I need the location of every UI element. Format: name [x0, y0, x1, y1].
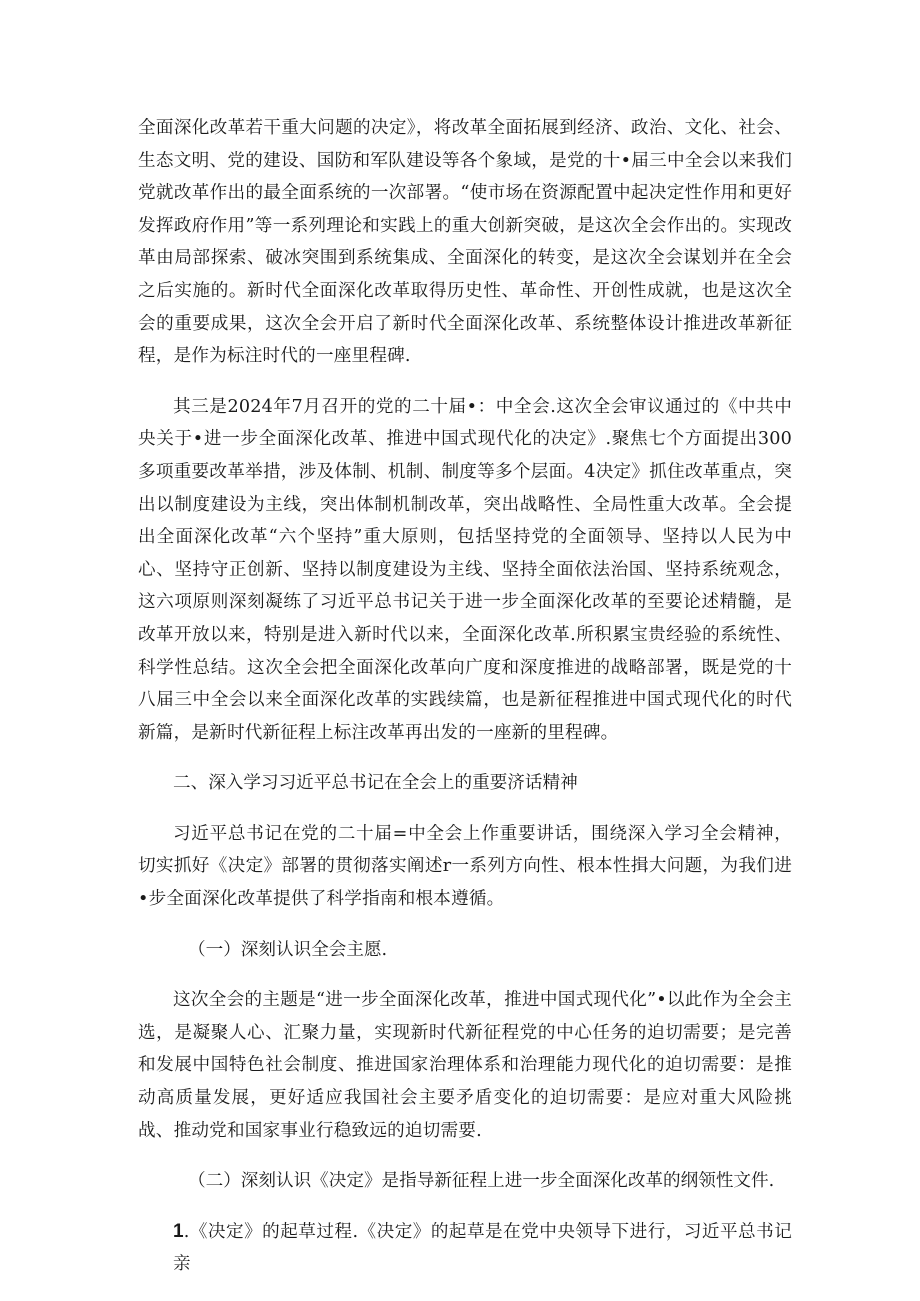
- paragraph-decision-review: 全面深化改革若干重大问题的决定》，将改革全面拓展到经济、政治、文化、社会、生态文明、党的建设、国防和军队建设等各个象域，是党的十•届三中全会以来我们党就改革作出的最全面系统的一次部署。“使市场在资源配置中起决定性作用和更好发挥政府作用”等一系列理论和实践上的重大创新突破，是这次全会作出的。实现改革由局部探索、破冰突围到系统集成、全面深化的转变，是这次全会谋划并在全会之后实施的。新时代全面深化改革取得历史性、革命性、开创性成就，也是这次全会的重要成果，这次全会开启了新时代全面深化改革、系统整体设计推进改革新征程，是作为标注时代的一座里程碑.: [138, 118, 792, 367]
- section-heading-2: 二、深入学习习近平总书记在全会上的重要济话精神: [173, 773, 578, 794]
- list-item-text: .《决定》的起草过程.《决定》的起草是在党中央领导下进行，习近平总书记亲: [173, 1221, 792, 1275]
- paragraph-speech-spirit: 习近平总书记在党的二十届=中全会上作重要讲话，围绕深入学习全会精神，切实抓好《决定》部署的贯彻落实阐述r一系列方向性、根本性揖大问题，为我们进•步全面深化改革提供了科学指南和根本遵循。: [138, 823, 792, 910]
- subsection-heading-2: （二）深刻认识《决定》是指导新征程上进一步全面深化改革的纲领性文件.: [188, 1171, 775, 1192]
- document-body: [138, 112, 792, 1281]
- paragraph-plenum-theme: 这次全会的主题是“进一步全面深化改革，推进中国式现代化”•以此作为全会主选，是凝聚人心、汇聚力量，实现新时代新征程党的中心任务的迫切需要；是完善和发展中国特色社会制度、推进国家治理体系和治理能力现代化的迫切需要：是推动高质量发展，更好适应我国社会主要矛盾变化的迫切需要：是应对重大风险挑战、推动党和国家事业行稳致远的迫切需要.: [138, 990, 792, 1141]
- list-item-number: 1: [173, 1220, 184, 1242]
- paragraph-third-plenum-2024: 其三是2024年7月召开的党的二十届•：中全会.这次全会审议通过的《中共中央关于•进一步全面深化改革、推进中国式现代化的决定》.聚焦七个方面提出300多项重要改革举措，涉及体制、机制、制度等多个层面。4决定》抓住改革重点，突出以制度建设为主线，突出体制机制改革，突出战略性、全局性重大改革。全会提出全面深化改革“六个坚持”重大原则，包括坚持党的全面领导、坚持以人民为中心、坚持守正创新、坚持以制度建设为主线、坚持全面依法治国、坚持系统观念，这六项原则深刻凝练了习近平总书记关于进一步全面深化改革的至要论述精髓，是改革开放以来，特别是进入新时代以来，全面深化改革.所积累宝贵经验的系统性、科学性总结。这次全会把全面深化改革向广度和深度推进的战略部署，既是党的十八届三中全会以来全面深化改革的实践续篇，也是新征程推进中国式现代化的时代新篇，是新时代新征程上标注改革再出发的一座新的里程碑。: [138, 396, 792, 743]
- list-item-1: [138, 1216, 792, 1281]
- subsection-heading-1: （一）深刻认识全会主愿.: [188, 939, 388, 960]
